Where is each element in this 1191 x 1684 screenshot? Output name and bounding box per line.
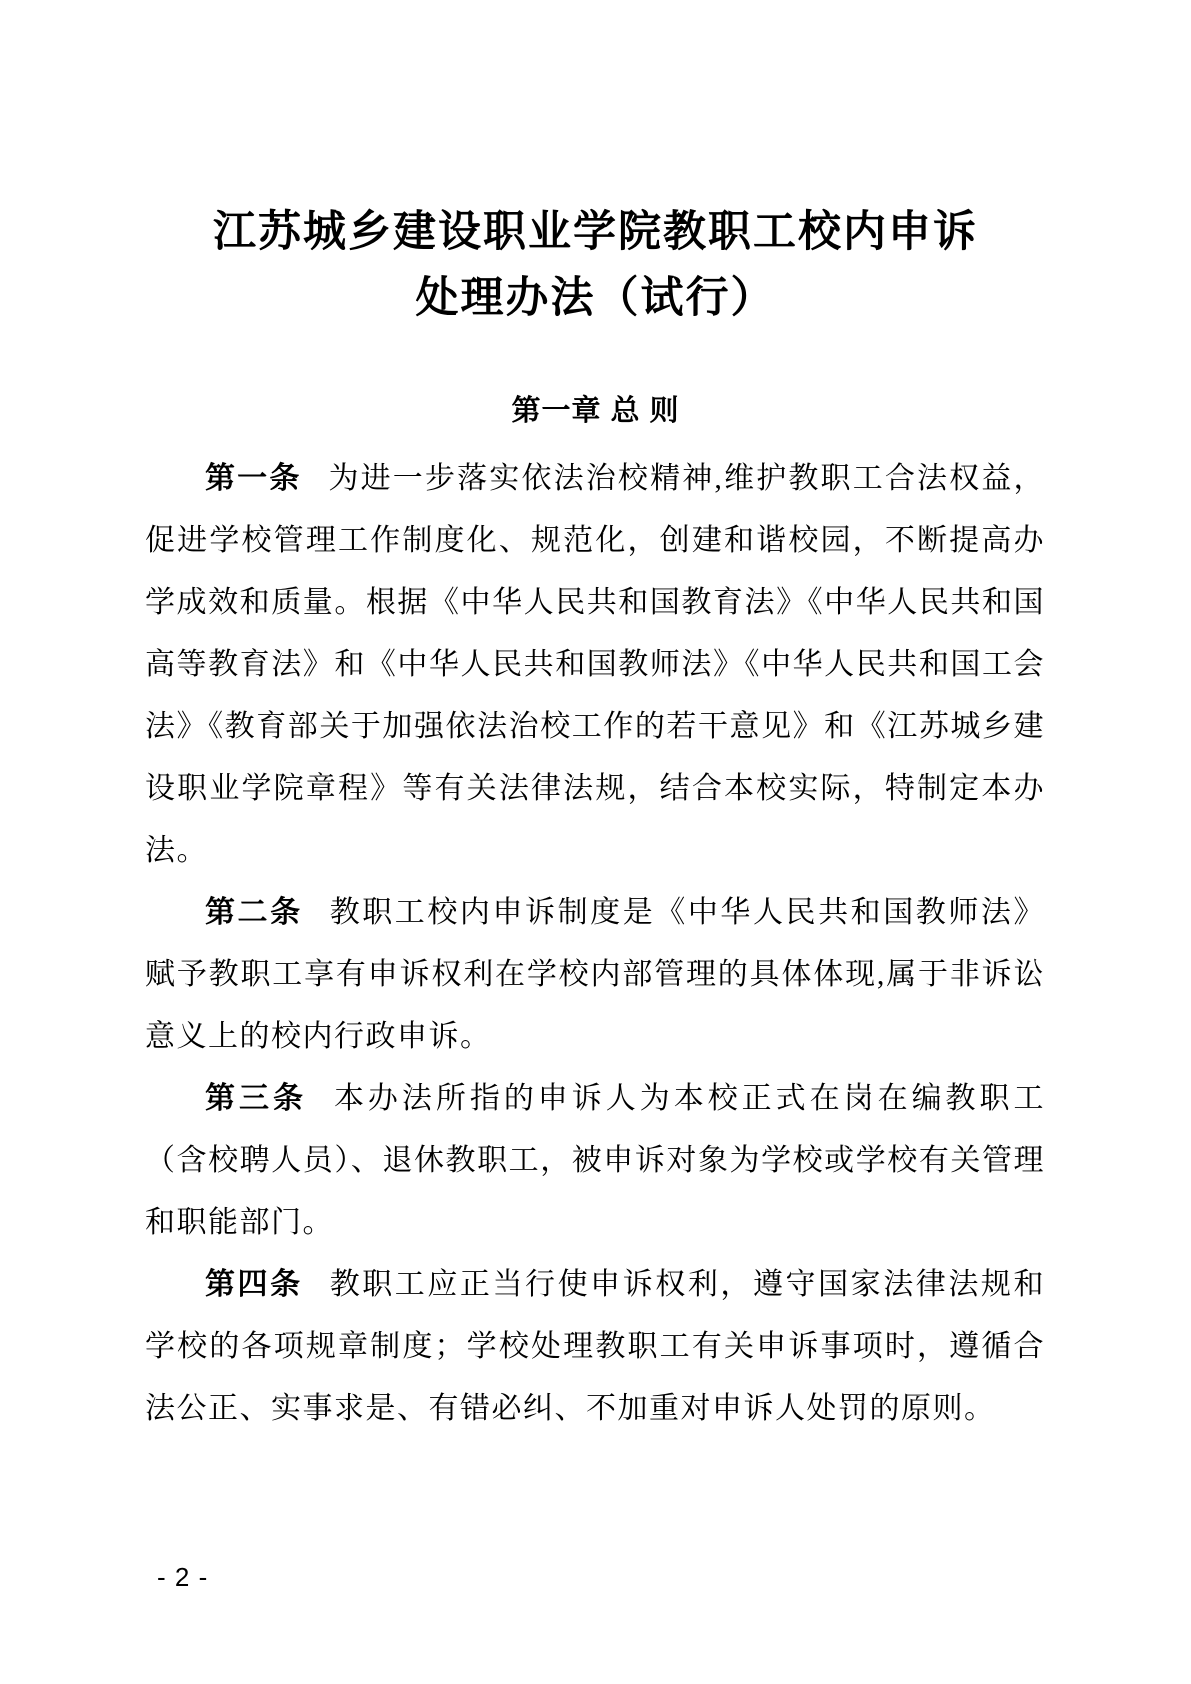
document-title-line-2: 处理办法（试行） bbox=[415, 275, 776, 322]
article-4-number: 第四条 bbox=[205, 1268, 303, 1301]
document-title bbox=[0, 0, 1191, 332]
page-number: - 2 - bbox=[157, 1562, 209, 1592]
chapter-heading: 第一章 总 则 bbox=[511, 395, 680, 427]
article-3-text: 本办法所指的申诉人为本校正式在岗在编教职工（含校聘人员）、退休教职工，被申诉对象为学校或学校有关管理和职能部门。 bbox=[145, 1082, 1046, 1239]
article-4 bbox=[145, 1254, 1045, 1440]
article-2 bbox=[145, 882, 1045, 1068]
article-4-text: 教职工应正当行使申诉权利，遵守国家法律法规和学校的各项规章制度；学校处理教职工有关申诉事项时，遵循合法公正、实事求是、有错必纠、不加重对申诉人处罚的原则。 bbox=[145, 1268, 1045, 1425]
article-2-number: 第二条 bbox=[205, 896, 303, 929]
article-1 bbox=[145, 448, 1045, 882]
article-3-number: 第三条 bbox=[205, 1082, 307, 1115]
article-1-text: 为进一步落实依法治校精神,维护教职工合法权益，促进学校管理工作制度化、规范化，创建和谐校园，不断提高办学成效和质量。根据《中华人民共和国教育法》《中华人民共和国高等教育法》和《中华人民共和国教师法》《中华人民共和国工会法》《教育部关于加强依法治校工作的若干意见》和《江苏城乡建设职业学院章程》等有关法律法规，结合本校实际，特制定本办法。 bbox=[145, 462, 1046, 867]
article-2-text: 教职工校内申诉制度是《中华人民共和国教师法》赋予教职工享有申诉权利在学校内部管理的具体体现,属于非诉讼意义上的校内行政申诉。 bbox=[145, 896, 1045, 1053]
document-title-line-1: 江苏城乡建设职业学院教职工校内申诉 bbox=[213, 209, 978, 256]
document-body bbox=[145, 448, 1045, 1440]
article-1-number: 第一条 bbox=[205, 462, 302, 495]
article-3 bbox=[145, 1068, 1045, 1254]
